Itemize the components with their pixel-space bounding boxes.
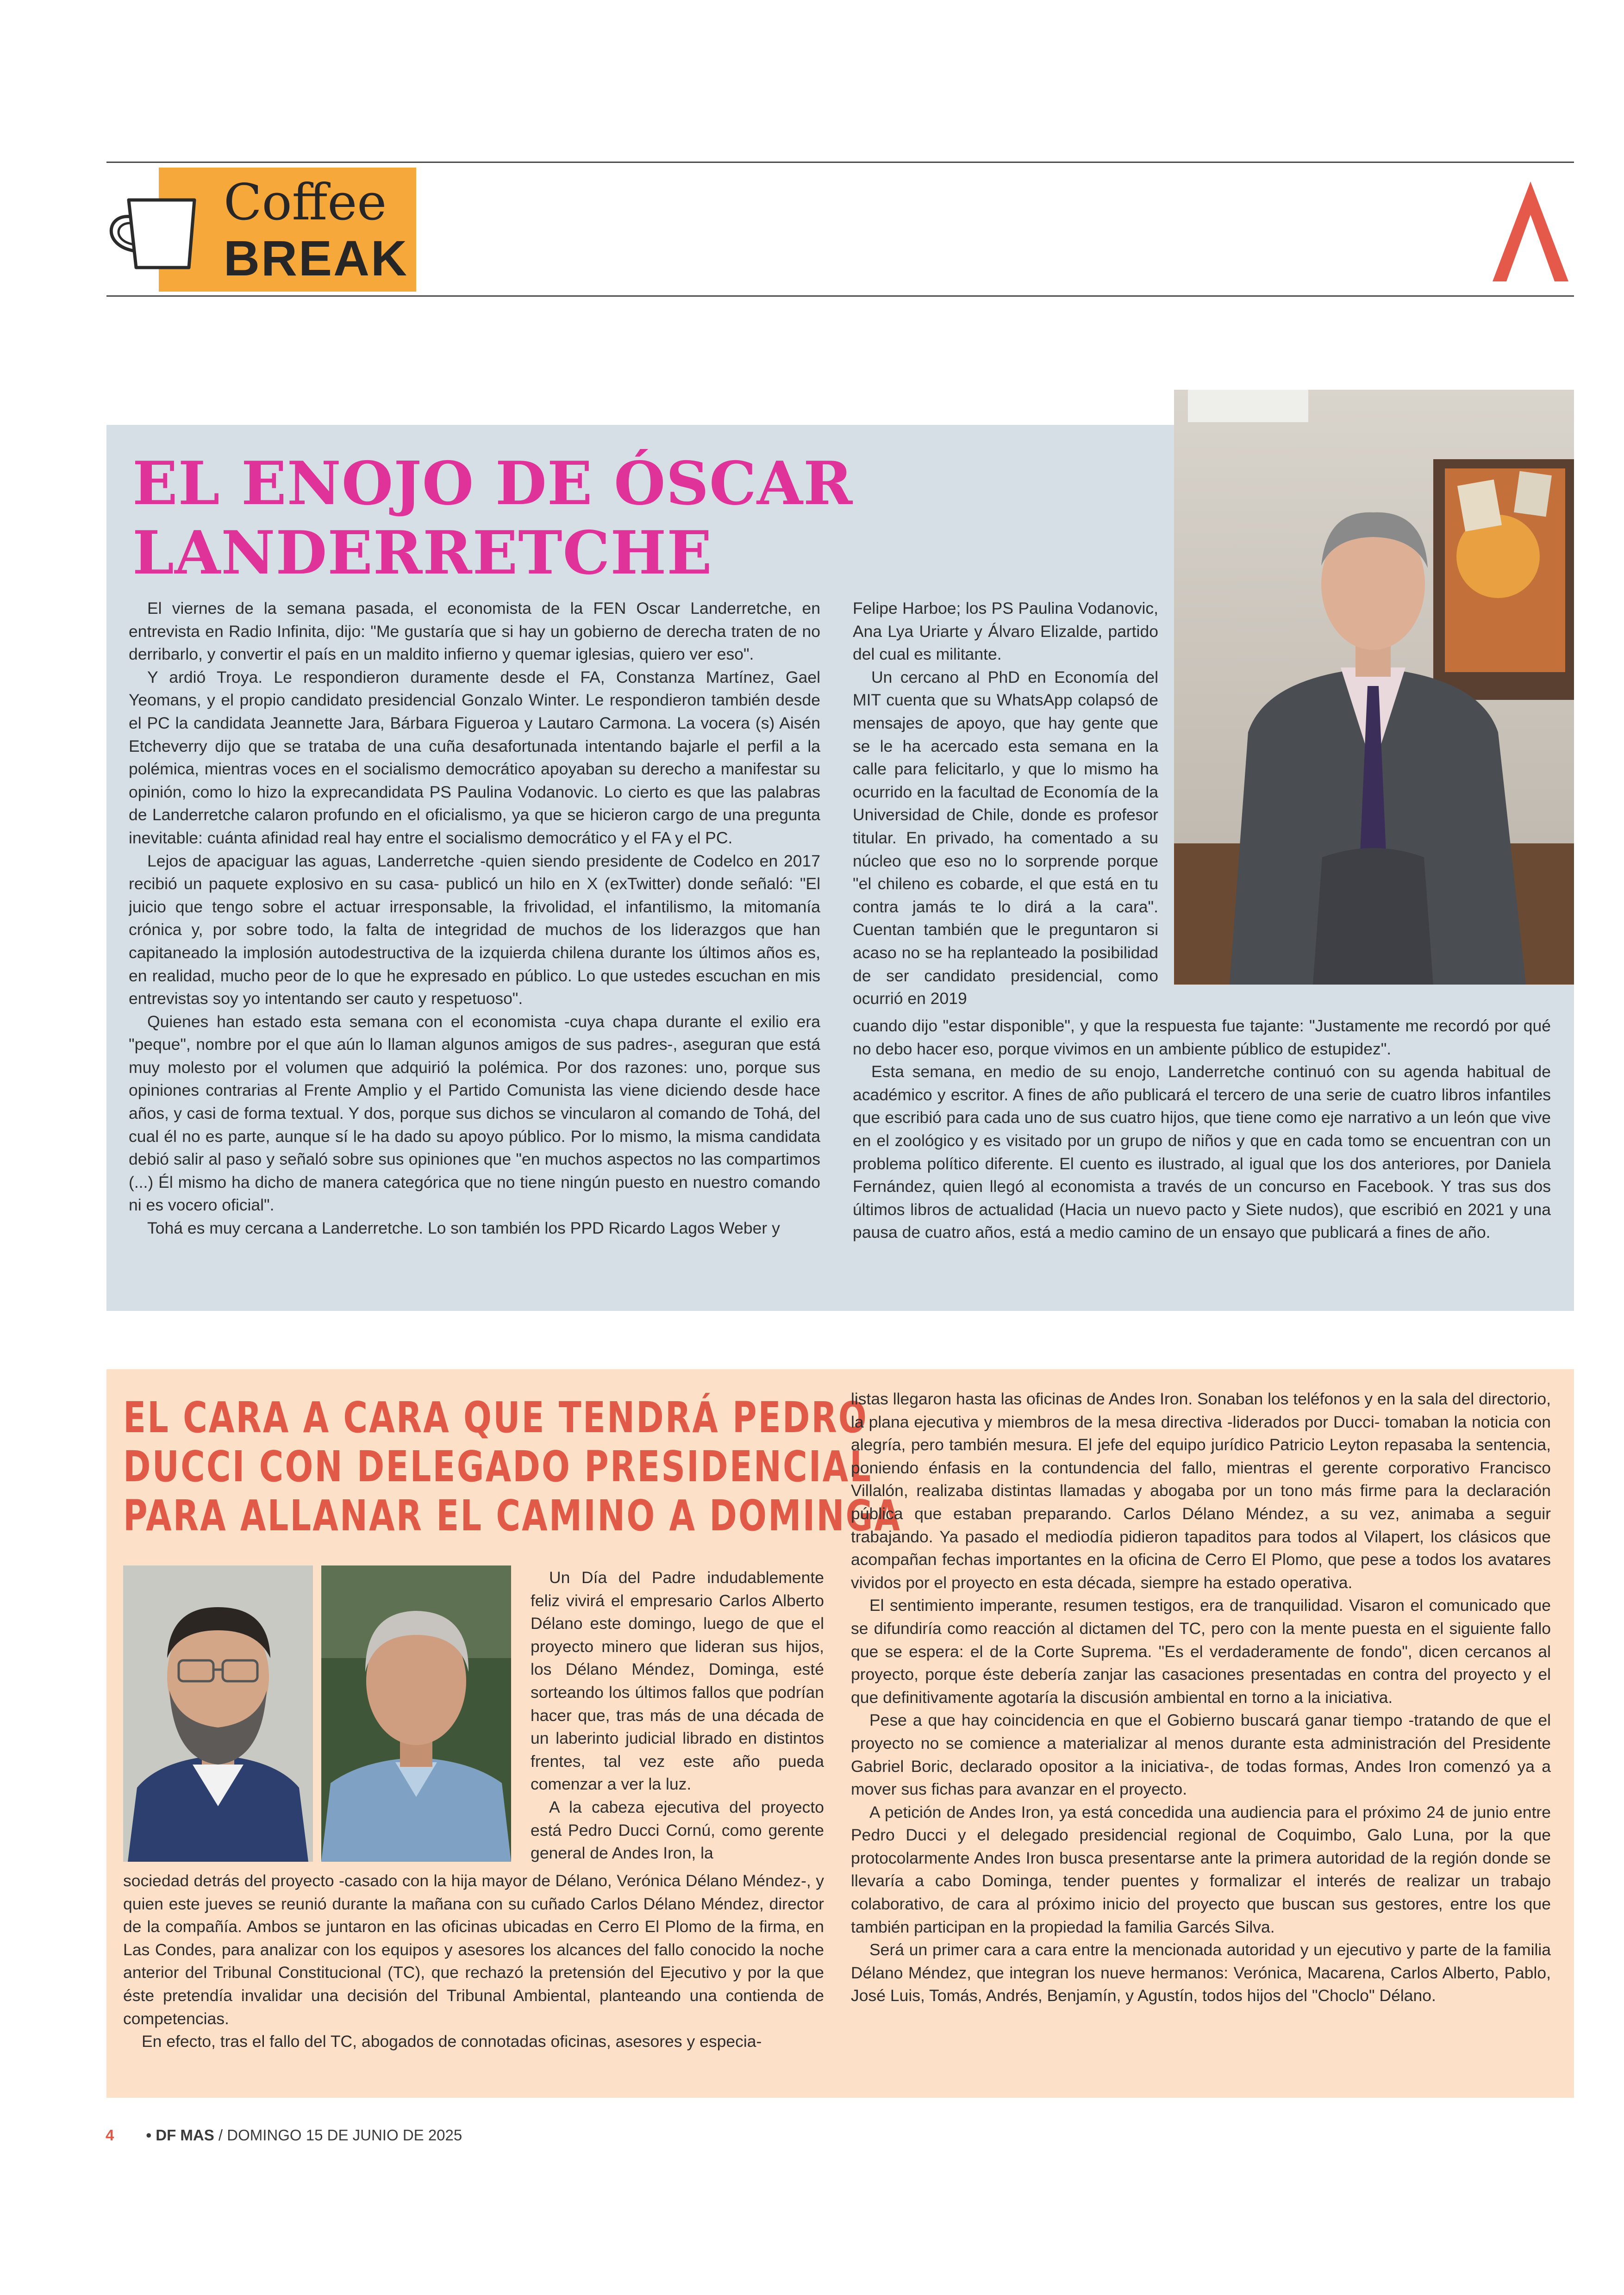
story1-column-1 xyxy=(129,597,820,1282)
story2-column-2 xyxy=(851,1388,1551,2082)
story2-paragraph: En efecto, tras el fallo del TC, abogados de connotadas oficinas, asesores y especia- xyxy=(142,2032,762,2051)
story2-paragraph: Un Día del Padre indudablemente feliz vivirá el empresario Carlos Alberto Délano este domingo, luego de que el proyecto minero que lideran sus hijos, los Délano Méndez, Dominga, esté sorteando los últimos fallos que podrían hacer que, tras más de una década de un laberinto judicial librado en distintos frentes, tal vez este año pueda comenzar a ver la luz. xyxy=(531,1568,824,1794)
story1-headline: EL ENOJO DE ÓSCAR LANDERRETCHE xyxy=(132,449,853,588)
story2-headline-line: DUCCI CON DELEGADO PRESIDENCIAL xyxy=(123,1442,873,1491)
story2-paragraph: A la cabeza ejecutiva del proyecto está Pedro Ducci Cornú, como gerente general de Andes Iron, la xyxy=(531,1797,824,1863)
page-number: 4 xyxy=(106,2127,114,2144)
story2-photo-left xyxy=(123,1565,313,1862)
header-top-rule xyxy=(106,162,1574,163)
story2-paragraph: El sentimiento imperante, resumen testigos, era de tranquilidad. Visaron el comunicado que se difundiría como reacción al dictamen del TC, pero con la mente puesta en el siguiente fallo que se espera: el de la Corte Suprema. "Es el verdaderamente de fondo", dicen cercanos al proyecto, porque éste debería zanjar las casaciones presentadas en contra del proyecto y el que definitivamente agotaría la discusión ambiental en torno a la iniciativa. xyxy=(851,1596,1551,1707)
story1-paragraph: cuando dijo "estar disponible", y que la respuesta fue tajante: "Justamente me recordó por qué no debo hacer eso, porque vivimos en un ambiente público de estupidez". xyxy=(853,1017,1551,1058)
story2-headline xyxy=(123,1393,902,1540)
footer-separator: / xyxy=(218,2127,223,2144)
story1-paragraph: Felipe Harboe; los PS Paulina Vodanovic, Ana Lya Uriarte y Álvaro Elizalde, partido del cual es militante. xyxy=(853,599,1158,664)
story2-headline-line: EL CARA A CARA QUE TENDRÁ PEDRO xyxy=(123,1393,868,1442)
story1-bottom-text xyxy=(853,1015,1551,1292)
story2-paragraph: listas llegaron hasta las oficinas de Andes Iron. Sonaban los teléfonos y en la sala del directorio, la plana ejecutiva y miembros de la mesa directiva -liderados por Ducci- tomaban la noticia con alegría, pero también mesura. El jefe del equipo jurídico Patricio Leyton repasaba la sentencia, poniendo énfasis en la contundencia del fallo, mientras el gerente corporativo Francisco Villalón, realizaba distintas llamadas y abogaba por un tono más firme para la declaración pública que estaban preparando. Carlos Délano Méndez, a su vez, animaba a seguir trabajando. Ya pasado el mediodía pidieron tapaditos para todos al Vilapert, los clásicos que acompañan fechas importantes en la oficina de Cerro El Plomo, que pese a todos los avatares vividos por el proyecto en esta década, siempre ha estado operativa. xyxy=(851,1390,1551,1592)
story2-paragraph: sociedad detrás del proyecto -casado con la hija mayor de Délano, Verónica Délano Méndez-, y quien este jueves se reunió durante la mañana con su cuñado Carlos Délano Méndez, director de la compañía. Ambos se juntaron en las oficinas ubicadas en Cerro El Plomo de la firma, en Las Condes, para analizar con los equipos y asesores los alcances del fallo conocido la noche anterior del Tribunal Constitucional (TC), que rechazó la pretensión del Ejecutivo y por la que éste pretendía invalidar una decisión del Tribunal Ambiental, planteando una contienda de competencias. xyxy=(123,1871,824,2028)
story2-column-a xyxy=(531,1566,824,1870)
story2-paragraph: Será un primer cara a cara entre la mencionada autoridad y un ejecutivo y parte de la familia Délano Méndez, que integran los nueve hermanos: Verónica, Macarena, Carlos Alberto, Pablo, José Luis, Tomás, Andrés, Benjamín, y Agustín, todos hijos del "Choclo" Délano. xyxy=(851,1940,1551,2005)
logo-break-text: BREAK xyxy=(224,230,409,286)
logo-coffee-text: Coffee xyxy=(224,174,387,231)
story1-paragraph: El viernes de la semana pasada, el economista de la FEN Oscar Landerretche, en entrevista en Radio Infinita, dijo: "Me gustaría que si hay un gobierno de derecha traten de no derribarlo, y convertir el país en un maldito infierno y quemar iglesias, quiero ver eso". xyxy=(129,599,820,664)
story2-photo-right xyxy=(321,1565,511,1862)
story1-paragraph: Lejos de apaciguar las aguas, Landerretche -quien siendo presidente de Codelco en 2017 recibió un paquete explosivo en su casa- publicó un hilo en X (exTwitter) donde señaló: "El juicio que tengo sobre el actuar irresponsable, la frivolidad, el infantilismo, la mitomanía crónica y, por sobre todo, la falta de integridad de muchos de los liderazgos que han capitaneado la implosión autodestructiva de la izquierda chilena durante los últimos años es, en realidad, mucho peor de lo que he expresado en público. Lo que ustedes escuchan en mis entrevistas soy yo intentando ser cauto y respetuoso". xyxy=(129,851,820,1008)
story1-paragraph: Esta semana, en medio de su enojo, Landerretche continuó con su agenda habitual de académico y escritor. A fines de año publicará el tercero de una serie de cuatro libros infantiles que escribió para cada uno de sus cuatro hijos, que tiene como eje narrativo a un león que vive en el zoológico y es visitado por un grupo de niños y que en cada tomo se encuentran con un problema político diferente. El cuento es ilustrado, al igual que los dos anteriores, por Daniela Fernández, quien llegó al economista a través de un concurso en Facebook. Y tras sus dos últimos libros de actualidad (Hacia un nuevo pacto y Siete nudos), que escribió en 2021 y una pausa de cuatro años, está a medio camino de un ensayo que publicará a fines de año. xyxy=(853,1062,1551,1242)
story2-paragraph: A petición de Andes Iron, ya está concedida una audiencia para el próximo 24 de junio entre Pedro Ducci y el delegado presidencial regional de Coquimbo, Galo Luna, por la que protocolarmente Andes Iron busca presentarse ante la primera autoridad de la región donde se llevaría a cabo Dominga, tender puentes y formalizar el interés de realizar un trabajo colaborativo, de cara al próximo inicio del proyecto que buscan sus gestores, entre los que también participan en la propiedad la familia Garcés Silva. xyxy=(851,1802,1551,1936)
header-bottom-rule xyxy=(106,295,1574,297)
coffee-cup-icon xyxy=(102,194,201,273)
story1-paragraph: Un cercano al PhD en Economía del MIT cuenta que su WhatsApp colapsó de mensajes de apoyo, que hay gente que se le ha acercado esta semana en la calle para felicitarlo, y que lo mismo ha ocurrido en la facultad de Economía de la Universidad de Chile, donde es profesor titular. En privado, ha comentado a su núcleo que eso no lo sorprende porque "el chileno es cobarde, el que está en tu contra jamás te lo dirá a la cara". Cuentan también que le preguntaron si acaso no se ha replanteado la posibilidad de ser candidato presidencial, como ocurrió en 2019 xyxy=(853,667,1158,1008)
publication-name: • DF MAS xyxy=(146,2127,214,2144)
story1-portrait-photo xyxy=(1174,390,1574,985)
story1-paragraph: Tohá es muy cercana a Landerretche. Lo son también los PPD Ricardo Lagos Weber y xyxy=(147,1219,780,1238)
story1-column-2 xyxy=(853,597,1158,1014)
portrait-man-in-suit-image xyxy=(1174,390,1574,985)
story2-paragraph: Pese a que hay coincidencia en que el Gobierno buscará ganar tiempo -tratando de que el proyecto no se comience a materializar al menos durante esta administración del Presidente Gabriel Boric, declarado opositor a la iniciativa-, de todas formas, Andes Iron comenzó ya a mover sus fichas para avanzar en el proyecto. xyxy=(851,1711,1551,1799)
page-footer xyxy=(106,2127,462,2144)
portrait-gray-haired-man-image xyxy=(321,1565,511,1862)
portrait-bearded-man-glasses-image xyxy=(123,1565,313,1862)
issue-date: DOMINGO 15 DE JUNIO DE 2025 xyxy=(227,2127,462,2144)
story2-column-b xyxy=(123,1870,824,2083)
story1-paragraph: Quienes han estado esta semana con el economista -cuya chapa durante el exilio era "peque", nombre por el que aún lo llaman algunos amigos de sus padres-, aseguran que está muy molesto por el volumen que adquirió la polémica. Por dos razones: uno, porque sus opiniones contrarias al Frente Amplio y el Partido Comunista las viene diciendo desde hace años, y casi de forma textual. Y dos, porque sus dichos se vincularon al comando de Tohá, del cual él no es parte, aunque sí le ha dado su apoyo público. Por lo mismo, la misma candidata debió salir al paso y señaló sobre sus opiniones que "en muchos aspectos no las compartimos (...) Él mismo ha dicho de manera categórica que no tiene ningún puesto en nuestro comando ni es vocero oficial". xyxy=(129,1012,820,1215)
brand-logo-a-icon xyxy=(1490,179,1571,284)
story1-paragraph: Y ardió Troya. Le respondieron duramente desde el FA, Constanza Martínez, Gael Yeomans, y el propio candidato presidencial Gonzalo Winter. Le respondieron también desde el PC la candidata Jeannette Jara, Bárbara Figueroa y Lautaro Carmona. La vocera (s) Aisén Etcheverry dijo que se trataba de una cuña desafortunada intentando bajarle el perfil a la polémica, mientras voces en el socialismo democrático apoyaban su derecho a manifestar su opinión, como lo hizo la exprecandidata PS Paulina Vodanovic. Lo cierto es que las palabras de Landerretche calaron profundo en el oficialismo, ya que se hicieron cargo de una pregunta inevitable: cuánta afinidad real hay entre el socialismo democrático y el FA y el PC. xyxy=(129,667,820,847)
story2-headline-line: PARA ALLANAR EL CAMINO A DOMINGA xyxy=(123,1491,902,1540)
